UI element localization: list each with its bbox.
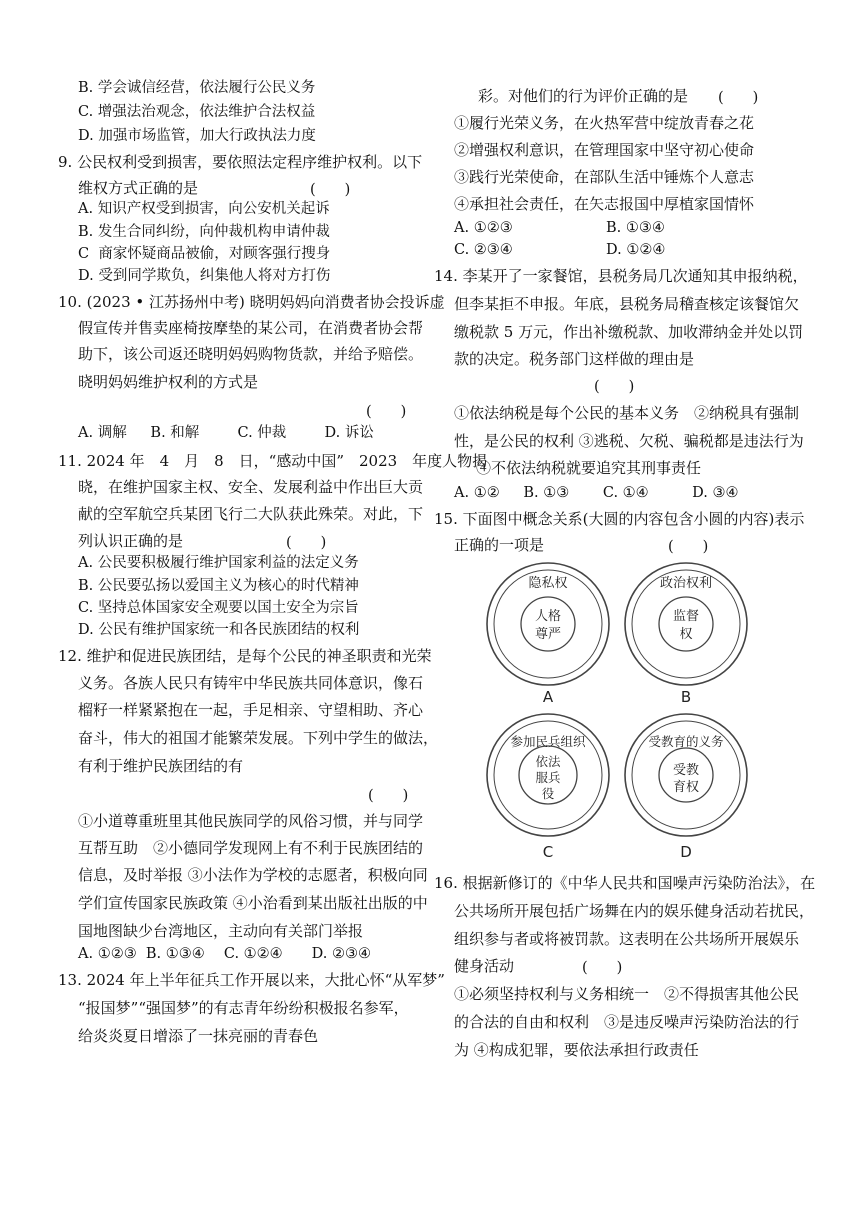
diagram-b-outer-circle (625, 563, 747, 685)
q14-stem-line3: 缴税款 5 万元，作出补缴税款、加收滞纳金并处以罚 (454, 323, 804, 341)
q12-item-line4: 学们宣传国家民族政策 ④小治看到某出版社出版的中 (78, 894, 428, 912)
q11-option-c: C. 坚持总体国家安全观要以国土安全为宗旨 (78, 600, 359, 616)
diagram-b (625, 563, 747, 706)
q12-answer-paren: ( ) (368, 788, 409, 804)
diagram-d-outer-circle (625, 714, 747, 836)
q12-options: A. ①②③ B. ①③④ C. ①②④ D. ②③④ (78, 946, 372, 962)
q10-stem-line4: 晓明妈妈维护权利的方式是 (78, 373, 259, 391)
diagram-b-outer-circle-inner-ring (632, 570, 740, 678)
q14-item-line1: ①依法纳税是每个公民的基本义务 ②纳税具有强制 (454, 404, 800, 422)
diagram-b-letter: B (680, 688, 692, 706)
q14-options: A. ①② B. ①③ C. ①④ D. ③④ (454, 485, 739, 501)
q13-stem-line1: 13. 2024 年上半年征兵工作开展以来，大批心怀“从军梦” (58, 971, 445, 989)
diagram-c-outer-circle-inner-ring (494, 721, 602, 829)
q8-option-d: D. 加强市场监管，加大行政执法力度 (78, 128, 316, 144)
q12-stem-line3: 榴籽一样紧紧抱在一起，手足相亲、守望相助、齐心 (78, 701, 424, 719)
diagram-c-inner-label-line2: 服兵 (535, 770, 561, 785)
q9-option-b: B. 发生合同纠纷，向仲裁机构申请仲裁 (78, 224, 330, 240)
q16-item-line1: ①必须坚持权利与义务相统一 ②不得损害其他公民 (454, 985, 800, 1003)
diagram-c-inner-label-line1: 依法 (535, 754, 561, 769)
q12-item-line1: ①小道尊重班里其他民族同学的风俗习惯，并与同学 (78, 812, 424, 830)
q14-item-line3: ④不依法纳税就要追究其刑事责任 (476, 459, 702, 477)
q13-stem-line2: “报国梦”“强国梦”的有志青年纷纷积极报名参军， (78, 999, 409, 1017)
diagram-c-letter: C (542, 843, 554, 861)
diagram-d-inner-label-line1: 受教 (672, 763, 700, 778)
q12-item-line2: 互帮互助 ②小德同学发现网上有不利于民族团结的 (78, 839, 424, 857)
q11-stem-line1: 11. 2024 年 4 月 8 日，“感动中国” 2023 年度人物揭 (58, 452, 488, 470)
q11-stem-line2: 晓，在维护国家主权、安全、发展利益中作出巨大贡 (78, 478, 424, 496)
q11-answer-paren: ( ) (286, 535, 327, 551)
q16-answer-paren: ( ) (582, 960, 623, 976)
diagram-a-letter: A (542, 688, 554, 706)
diagram-a-outer-circle-inner-ring (494, 570, 602, 678)
q11-option-b: B. 公民要弘扬以爱国主义为核心的时代精神 (78, 578, 359, 594)
q12-item-line5: 国地图缺少台湾地区，主动向有关部门举报 (78, 922, 364, 940)
diagram-d-outer-circle-inner-ring (632, 721, 740, 829)
q14-stem-line2: 但李某拒不申报。年底，县税务局稽查核定该餐馆欠 (454, 295, 800, 313)
diagram-c-inner-circle (519, 746, 577, 804)
q11-option-a: A. 公民要积极履行维护国家利益的法定义务 (78, 555, 359, 571)
q9-stem-line2: 维权方式正确的是 (78, 179, 199, 197)
q16-stem-line2: 公共场所开展包括广场舞在内的娱乐健身活动若扰民， (454, 902, 815, 920)
diagram-c-inner-label-line3: 役 (541, 786, 555, 801)
q9-option-d: D. 受到同学欺负，纠集他人将对方打伤 (78, 268, 331, 284)
diagram-b-inner-label-line1: 监督 (672, 609, 700, 624)
q13-item-line4: ④承担社会责任，在矢志报国中厚植家国情怀 (454, 195, 755, 213)
q13-option-d: D. ①②④ (606, 242, 666, 258)
q11-stem-line4: 列认识正确的是 (78, 532, 184, 550)
q13-stem-line4: 彩。对他们的行为评价正确的是 (478, 87, 689, 105)
q16-item-line2: 的合法的自由和权利 ③是违反噪声污染防治法的行 (454, 1013, 800, 1031)
q9-stem-line1: 9. 公民权利受到损害，要依照法定程序维护权利。以下 (58, 153, 423, 171)
diagram-a-outer-label: 隐私权 (528, 576, 568, 591)
q9-option-c: C 商家怀疑商品被偷，对顾客强行搜身 (78, 246, 331, 262)
q11-option-d: D. 公民有维护国家统一和各民族团结的权利 (78, 622, 360, 638)
q15-stem-line2: 正确的一项是 (454, 536, 545, 554)
diagram-a-inner-label-line1: 人格 (534, 609, 562, 624)
q13-stem-line3: 给炎炎夏日增添了一抹亮丽的青春色 (78, 1027, 319, 1045)
diagram-c-outer-circle (487, 714, 609, 836)
q12-stem-line5: 有利于维护民族团结的有 (78, 757, 244, 775)
diagram-d-inner-circle (659, 748, 713, 802)
q16-stem-line4: 健身活动 (454, 957, 515, 975)
diagram-d-inner-label-line2: 育权 (672, 780, 700, 795)
q16-item-line3: 为 ④构成犯罪，要依法承担行政责任 (454, 1041, 699, 1059)
q9-answer-paren: ( ) (310, 182, 351, 198)
diagram-c (487, 714, 609, 861)
diagram-d-outer-label: 受教育的义务 (648, 734, 724, 749)
q10-stem-line1: 10. (2023 • 江苏扬州中考) 晓明妈妈向消费者协会投诉虚 (58, 293, 445, 311)
q14-item-line2: 性，是公民的权利 ③逃税、欠税、骗税都是违法行为 (454, 432, 804, 450)
q14-stem-line4: 款的决定。税务部门这样做的理由是 (454, 350, 695, 368)
q10-stem-line3: 助下，该公司返还晓明妈妈购物货款，并给予赔偿。 (78, 345, 424, 363)
diagram-d (625, 714, 747, 861)
q15-answer-paren: ( ) (668, 539, 709, 555)
q12-stem-line1: 12. 维护和促进民族团结，是每个公民的神圣职责和光荣 (58, 647, 432, 665)
q8-option-c: C. 增强法治观念，依法维护合法权益 (78, 104, 316, 120)
diagram-a-outer-circle (487, 563, 609, 685)
q10-options: A. 调解 B. 和解 C. 仲裁 D. 诉讼 (78, 425, 374, 441)
diagram-a-inner-label-line2: 尊严 (534, 627, 562, 642)
q13-option-b: B. ①③④ (606, 220, 665, 236)
q13-item-line3: ③践行光荣使命，在部队生活中锤炼个人意志 (454, 168, 755, 186)
diagram-b-outer-label: 政治权利 (659, 576, 713, 591)
q8-option-b: B. 学会诚信经营，依法履行公民义务 (78, 80, 316, 96)
q15-stem-line1: 15. 下面图中概念关系(大圆的内容包含小圆的内容)表示 (434, 510, 805, 528)
q13-item-line1: ①履行光荣义务，在火热军营中绽放青春之花 (454, 114, 755, 132)
q12-item-line3: 信息，及时举报 ③小法作为学校的志愿者，积极向同 (78, 866, 428, 884)
q9-option-a: A. 知识产权受到损害，向公安机关起诉 (78, 201, 330, 217)
q14-stem-line1: 14. 李某开了一家餐馆，县税务局几次通知其申报纳税， (434, 267, 808, 285)
q10-stem-line2: 假宣传并售卖座椅按摩垫的某公司，在消费者协会帮 (78, 319, 424, 337)
q13-item-line2: ②增强权利意识，在管理国家中坚守初心使命 (454, 141, 755, 159)
q14-answer-paren: ( ) (594, 379, 635, 395)
q12-stem-line2: 义务。各族人民只有铸牢中华民族共同体意识，像石 (78, 674, 424, 692)
diagram-a-inner-circle (521, 597, 575, 651)
q11-stem-line3: 献的空军航空兵某团飞行二大队获此殊荣。对此，下 (78, 505, 424, 523)
diagram-d-letter: D (680, 843, 692, 861)
q10-answer-paren: ( ) (366, 404, 407, 420)
diagram-b-inner-circle (659, 597, 713, 651)
q16-stem-line3: 组织参与者或将被罚款。这表明在公共场所开展娱乐 (454, 930, 800, 948)
diagram-a (487, 563, 609, 706)
diagram-c-outer-label: 参加民兵组织 (510, 734, 586, 749)
q13-option-c: C. ②③④ (454, 242, 513, 258)
q16-stem-line1: 16. 根据新修订的《中华人民共和国噪声污染防治法》，在 (434, 874, 816, 892)
q13-option-a: A. ①②③ (454, 220, 513, 236)
q13-answer-paren: ( ) (718, 90, 759, 106)
q12-stem-line4: 奋斗，伟大的祖国才能繁荣发展。下列中学生的做法， (78, 729, 439, 747)
diagram-b-inner-label-line2: 权 (679, 627, 693, 642)
